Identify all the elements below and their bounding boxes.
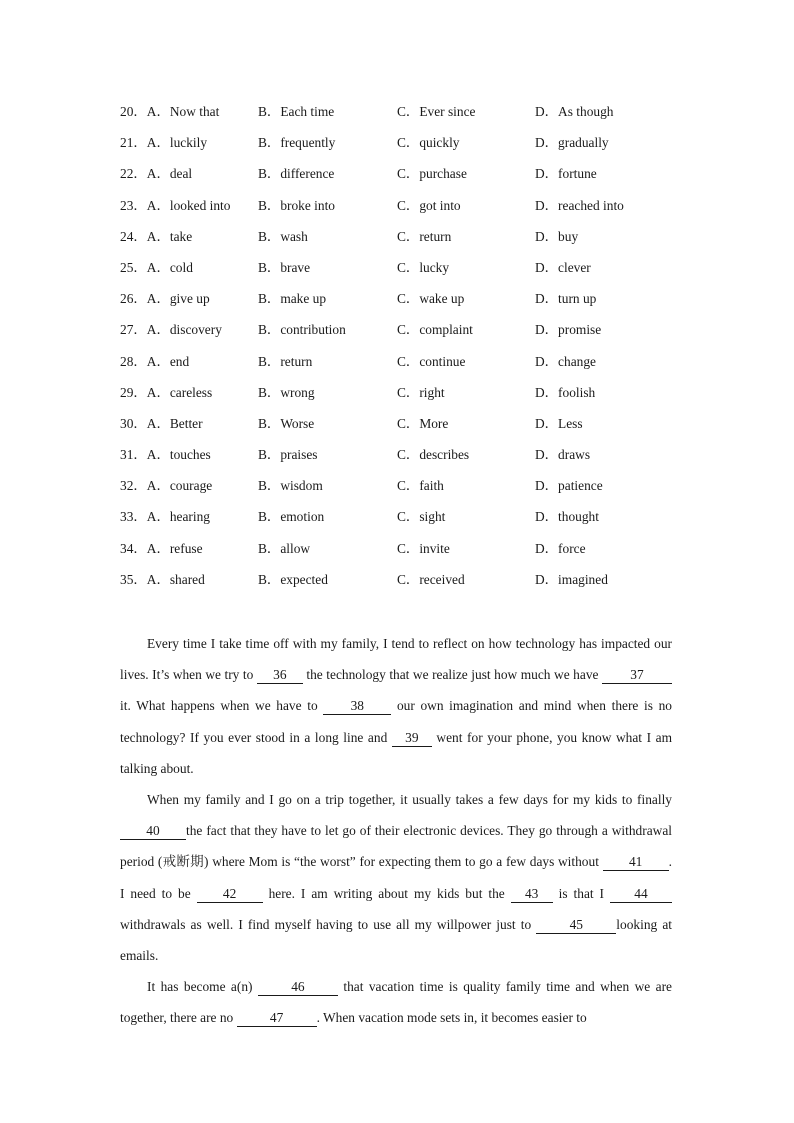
passage-text: . I need to be <box>120 854 672 901</box>
passage-text: Every time I take time off with my family, I tend to reflect on how technology has impacted our lives. It’s when we try to <box>120 636 672 683</box>
option-a: 28．A．end <box>120 353 190 369</box>
option-d: D．buy <box>535 228 579 244</box>
passage-text: the technology that we realize just how much we have <box>302 667 602 683</box>
option-c: C．return <box>397 228 452 244</box>
option-row-30 <box>120 413 720 444</box>
option-row-24 <box>120 226 720 257</box>
option-c: C．right <box>397 384 445 400</box>
option-b: B．expected <box>258 571 328 587</box>
cloze-passage <box>120 628 672 1034</box>
passage-text: our own imagination and mind when there is no technology? If you ever stood in a long line and <box>120 698 672 745</box>
passage-text: it. What happens when we have to <box>120 698 324 714</box>
option-c: C．invite <box>397 540 450 556</box>
option-row-31 <box>120 444 720 475</box>
blank-39: 39 <box>392 730 432 747</box>
option-b: B．emotion <box>258 509 325 525</box>
option-d: D．clever <box>535 259 591 275</box>
paragraph-1 <box>120 628 672 784</box>
option-b: B．wisdom <box>258 478 323 494</box>
option-b: B．Each time <box>258 104 335 119</box>
option-a: 33．A．hearing <box>120 509 210 525</box>
option-c: C．describes <box>397 447 470 463</box>
option-c: C．sight <box>397 509 446 525</box>
option-a: 24．A．take <box>120 228 193 244</box>
option-b: B．brave <box>258 259 311 275</box>
option-b: B．make up <box>258 291 327 307</box>
blank-47: 47 <box>237 1010 317 1027</box>
option-b: B．Worse <box>258 415 315 431</box>
option-a: 29．A．careless <box>120 384 213 400</box>
passage-text: withdrawals as well. I find myself having to use all my willpower just to <box>120 916 537 932</box>
option-c: C．More <box>397 415 449 431</box>
blank-43: 43 <box>511 886 553 903</box>
blank-41: 41 <box>603 854 669 871</box>
option-b: B．wrong <box>258 384 315 400</box>
option-a: 23．A．looked into <box>120 197 231 213</box>
option-d: D．change <box>535 353 596 369</box>
option-d: D．imagined <box>535 571 608 587</box>
option-a: 35．A．shared <box>120 571 205 587</box>
option-b: B．broke into <box>258 197 335 213</box>
option-c: C．purchase <box>397 166 467 182</box>
option-b: B．difference <box>258 166 335 182</box>
option-d: D．As though <box>535 104 614 119</box>
option-b: B．contribution <box>258 322 346 338</box>
option-a: 31．A．touches <box>120 447 211 463</box>
option-row-26 <box>120 288 720 319</box>
option-row-25 <box>120 257 720 288</box>
option-b: B．frequently <box>258 135 336 151</box>
option-d: D．Less <box>535 415 583 431</box>
option-d: D．reached into <box>535 197 624 213</box>
option-row-20 <box>120 101 720 132</box>
blank-46: 46 <box>258 979 338 996</box>
option-row-33 <box>120 506 720 537</box>
option-a: 34．A．refuse <box>120 540 203 556</box>
option-c: C．complaint <box>397 322 473 338</box>
passage-text: is that I <box>552 885 610 901</box>
option-d: D．thought <box>535 509 599 525</box>
option-b: B．wash <box>258 228 308 244</box>
option-c: C．quickly <box>397 135 460 151</box>
option-c: C．wake up <box>397 291 465 307</box>
answer-options <box>120 101 720 600</box>
option-row-29 <box>120 382 720 413</box>
option-c: C．received <box>397 571 465 587</box>
option-c: C．continue <box>397 353 466 369</box>
passage-text: It has become a(n) <box>147 979 258 995</box>
option-row-34 <box>120 538 720 569</box>
blank-44: 44 <box>610 886 672 903</box>
option-c: C．lucky <box>397 259 450 275</box>
passage-text: the fact that they have to let go of their electronic devices. They go through a withdrawal period (戒断期) where Mom is “the worst” for expecting them to go a few days without <box>120 823 672 870</box>
option-b: B．return <box>258 353 313 369</box>
option-d: D．promise <box>535 322 602 338</box>
option-a: 30．A．Better <box>120 415 203 431</box>
option-c: C．Ever since <box>397 104 476 119</box>
paragraph-3 <box>120 971 672 1033</box>
option-d: D．fortune <box>535 166 597 182</box>
blank-45: 45 <box>536 917 616 934</box>
blank-38: 38 <box>323 698 391 715</box>
passage-text: . When vacation mode sets in, it becomes easier to <box>316 1010 587 1026</box>
blank-37: 37 <box>602 667 672 684</box>
option-d: D．patience <box>535 478 603 494</box>
passage-text: that vacation time is quality family time and when we are together, there are no <box>120 979 672 1026</box>
option-d: D．turn up <box>535 291 597 307</box>
option-d: D．draws <box>535 447 591 463</box>
option-a: 27．A．discovery <box>120 322 222 338</box>
option-a: 25．A．cold <box>120 259 193 275</box>
option-a: 20．A．Now that <box>120 104 220 119</box>
option-a: 26．A．give up <box>120 291 210 307</box>
option-b: B．allow <box>258 540 311 556</box>
blank-42: 42 <box>197 886 263 903</box>
option-row-21 <box>120 132 720 163</box>
option-row-23 <box>120 195 720 226</box>
paragraph-2 <box>120 784 672 971</box>
option-c: C．got into <box>397 197 461 213</box>
option-a: 21．A．luckily <box>120 135 208 151</box>
passage-text: here. I am writing about my kids but the <box>262 885 511 901</box>
blank-40: 40 <box>120 823 186 840</box>
option-d: D．foolish <box>535 384 596 400</box>
option-row-22 <box>120 163 720 194</box>
passage-text: When my family and I go on a trip together, it usually takes a few days for my kids to finally <box>147 792 672 808</box>
option-c: C．faith <box>397 478 444 494</box>
option-row-35 <box>120 569 720 600</box>
option-a: 22．A．deal <box>120 166 193 182</box>
option-a: 32．A．courage <box>120 478 213 494</box>
blank-36: 36 <box>257 667 303 684</box>
option-d: D．gradually <box>535 135 609 151</box>
option-row-32 <box>120 475 720 506</box>
passage-text: went for your phone, you know what I am talking about. <box>120 729 672 776</box>
option-d: D．force <box>535 540 586 556</box>
option-row-28 <box>120 351 720 382</box>
passage-text: looking at emails. <box>120 916 672 964</box>
option-row-27 <box>120 319 720 350</box>
option-b: B．praises <box>258 447 318 463</box>
